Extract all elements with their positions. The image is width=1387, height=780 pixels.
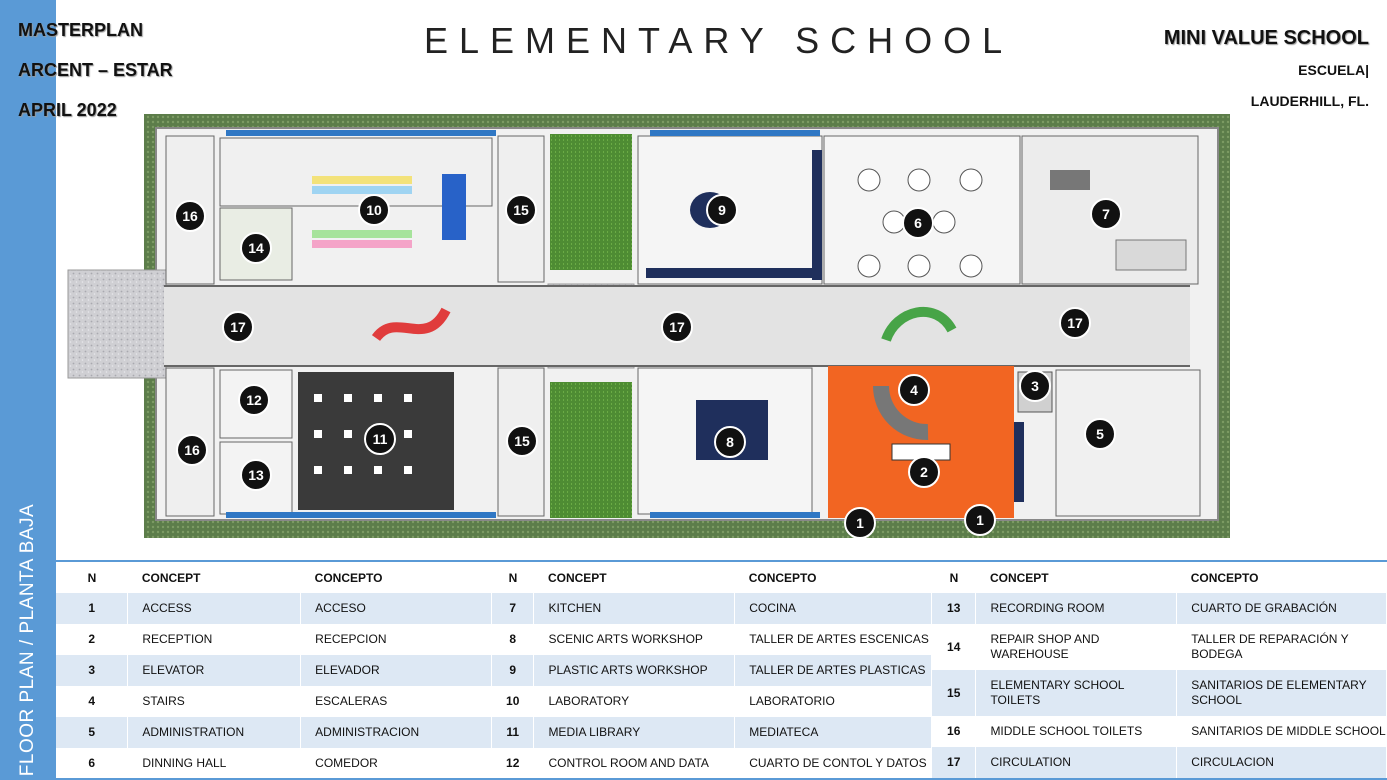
legend-cell-concepto: CUARTO DE GRABACIÓN: [1177, 593, 1387, 624]
legend-row: [56, 717, 492, 748]
school-subtitle: ESCUELA|: [1298, 62, 1369, 78]
legend-cell-concepto: TALLER DE ARTES ESCENICAS: [735, 624, 932, 655]
date-label: APRIL 2022: [18, 100, 117, 120]
legend-cell-concept: RECEPTION: [128, 624, 301, 655]
legend-cell-concepto: ESCALERAS: [301, 686, 492, 717]
legend-cell-n: 6: [56, 748, 128, 779]
header-concepto: CONCEPTO: [748, 570, 817, 585]
legend-cell-concept: SCENIC ARTS WORKSHOP: [534, 624, 735, 655]
author-label: ARCENT – ESTAR: [18, 60, 173, 80]
legend-cell-concepto: TALLER DE REPARACIÓN Y BODEGA: [1177, 624, 1387, 670]
plan-marker-label: 1: [856, 515, 864, 531]
legend-row: [56, 686, 492, 717]
south-garden: [550, 382, 632, 518]
legend-row: [56, 655, 492, 686]
legend-cell-concept: ELEMENTARY SCHOOL TOILETS: [976, 670, 1177, 716]
legend-cell-concept: LABORATORY: [534, 686, 735, 717]
plan-marker-label: 10: [366, 202, 382, 218]
plan-marker-label: 11: [372, 431, 388, 447]
legend-table-3: [932, 562, 1387, 778]
legend-cell-n: 10: [492, 686, 534, 717]
legend-cell-concept: DINNING HALL: [128, 748, 301, 779]
floor-plan-label: FLOOR PLAN / PLANTA BAJA: [17, 503, 38, 777]
legend-cell-n: 3: [56, 655, 128, 686]
legend-cell-n: 14: [932, 624, 976, 670]
legend-row: [932, 747, 1387, 778]
plan-marker-label: 7: [1102, 206, 1110, 222]
plan-marker-label: 6: [914, 215, 922, 231]
legend-cell-n: 16: [932, 716, 976, 747]
legend-row: [56, 624, 492, 655]
legend-cell-concepto: LABORATORIO: [735, 686, 932, 717]
plan-marker-label: 13: [248, 467, 264, 483]
legend-table-2: [492, 562, 932, 779]
legend-cell-n: 8: [492, 624, 534, 655]
masterplan-label: MASTERPLAN: [18, 20, 143, 40]
legend-cell-n: 5: [56, 717, 128, 748]
floor-plan-drawing: [66, 110, 1232, 540]
legend-cell-concept: PLASTIC ARTS WORKSHOP: [534, 655, 735, 686]
legend-cell-concepto: ADMINISTRACION: [301, 717, 492, 748]
legend-row: [492, 624, 932, 655]
legend-cell-concept: RECORDING ROOM: [976, 593, 1177, 624]
legend-cell-concept: CONTROL ROOM AND DATA: [534, 748, 735, 779]
header-concepto: CONCEPTO: [314, 570, 383, 585]
legend-cell-n: 1: [56, 593, 128, 624]
plan-marker-label: 15: [513, 202, 529, 218]
plan-marker-label: 16: [182, 208, 198, 224]
legend-cell-n: 12: [492, 748, 534, 779]
legend-cell-concept: ADMINISTRATION: [128, 717, 301, 748]
legend-cell-concepto: RECEPCION: [301, 624, 492, 655]
legend-row: [492, 686, 932, 717]
legend-row: [932, 593, 1387, 624]
legend-row: [932, 624, 1387, 670]
header-n: N: [87, 570, 97, 585]
legend-cell-n: 2: [56, 624, 128, 655]
school-location: LAUDERHILL, FL.: [1250, 93, 1369, 109]
plan-marker-label: 17: [669, 319, 685, 335]
legend-cell-n: 7: [492, 593, 534, 624]
plan-marker-label: 12: [246, 392, 262, 408]
header-n: N: [508, 570, 518, 585]
plan-marker-label: 5: [1096, 426, 1104, 442]
legend-row: [492, 593, 932, 624]
legend-cell-concept: STAIRS: [128, 686, 301, 717]
header-n: N: [949, 570, 959, 585]
legend-row: [932, 670, 1387, 716]
legend-cell-n: 4: [56, 686, 128, 717]
legend-cell-concepto: SANITARIOS DE ELEMENTARY SCHOOL: [1177, 670, 1387, 716]
plan-marker-label: 17: [1067, 315, 1083, 331]
legend-table-1: [56, 562, 492, 779]
legend-cell-concept: REPAIR SHOP AND WAREHOUSE: [976, 624, 1177, 670]
legend-cell-concepto: COMEDOR: [301, 748, 492, 779]
legend-cell-concept: MIDDLE SCHOOL TOILETS: [976, 716, 1177, 747]
legend-cell-concepto: ACCESO: [301, 593, 492, 624]
header-concepto: CONCEPTO: [1190, 570, 1259, 585]
plan-marker-label: 15: [514, 433, 530, 449]
plan-marker-label: 8: [726, 434, 734, 450]
legend-cell-n: 17: [932, 747, 976, 778]
legend-cell-n: 15: [932, 670, 976, 716]
plan-marker-label: 9: [718, 202, 726, 218]
header-concept: CONCEPT: [547, 570, 607, 585]
legend-row: [492, 717, 932, 748]
legend-cell-n: 13: [932, 593, 976, 624]
room-administration: [1056, 370, 1200, 516]
north-garden: [550, 134, 632, 270]
legend-cell-concepto: CIRCULACION: [1177, 747, 1387, 778]
plan-marker-label: 16: [184, 442, 200, 458]
plan-marker-label: 2: [920, 464, 928, 480]
legend-row: [932, 716, 1387, 747]
legend-cell-concepto: CUARTO DE CONTOL Y DATOS: [735, 748, 932, 779]
legend-cell-concept: MEDIA LIBRARY: [534, 717, 735, 748]
legend-cell-concepto: SANITARIOS DE MIDDLE SCHOOL: [1177, 716, 1387, 747]
school-name: MINI VALUE SCHOOL: [1163, 27, 1369, 49]
header-concept: CONCEPT: [989, 570, 1049, 585]
legend-row: [492, 748, 932, 779]
page-title: ELEMENTARY SCHOOL: [424, 20, 1014, 61]
legend-row: [492, 655, 932, 686]
plan-marker-label: 3: [1031, 378, 1039, 394]
legend-cell-concepto: COCINA: [735, 593, 932, 624]
legend-cell-concept: KITCHEN: [534, 593, 735, 624]
header-concept: CONCEPT: [141, 570, 201, 585]
legend-cell-concepto: TALLER DE ARTES PLASTICAS: [735, 655, 932, 686]
plan-marker-label: 14: [248, 240, 264, 256]
legend-row: [56, 593, 492, 624]
legend-cell-concept: CIRCULATION: [976, 747, 1177, 778]
legend-cell-n: 11: [492, 717, 534, 748]
legend-cell-concept: ACCESS: [128, 593, 301, 624]
legend-row: [56, 748, 492, 779]
legend-cell-concepto: ELEVADOR: [301, 655, 492, 686]
west-plaza: [68, 270, 166, 378]
legend-cell-concepto: MEDIATECA: [735, 717, 932, 748]
plan-marker-label: 17: [230, 319, 246, 335]
legend-cell-concept: ELEVATOR: [128, 655, 301, 686]
plan-marker-label: 1: [976, 512, 984, 528]
legend-cell-n: 9: [492, 655, 534, 686]
plan-marker-label: 4: [910, 382, 918, 398]
